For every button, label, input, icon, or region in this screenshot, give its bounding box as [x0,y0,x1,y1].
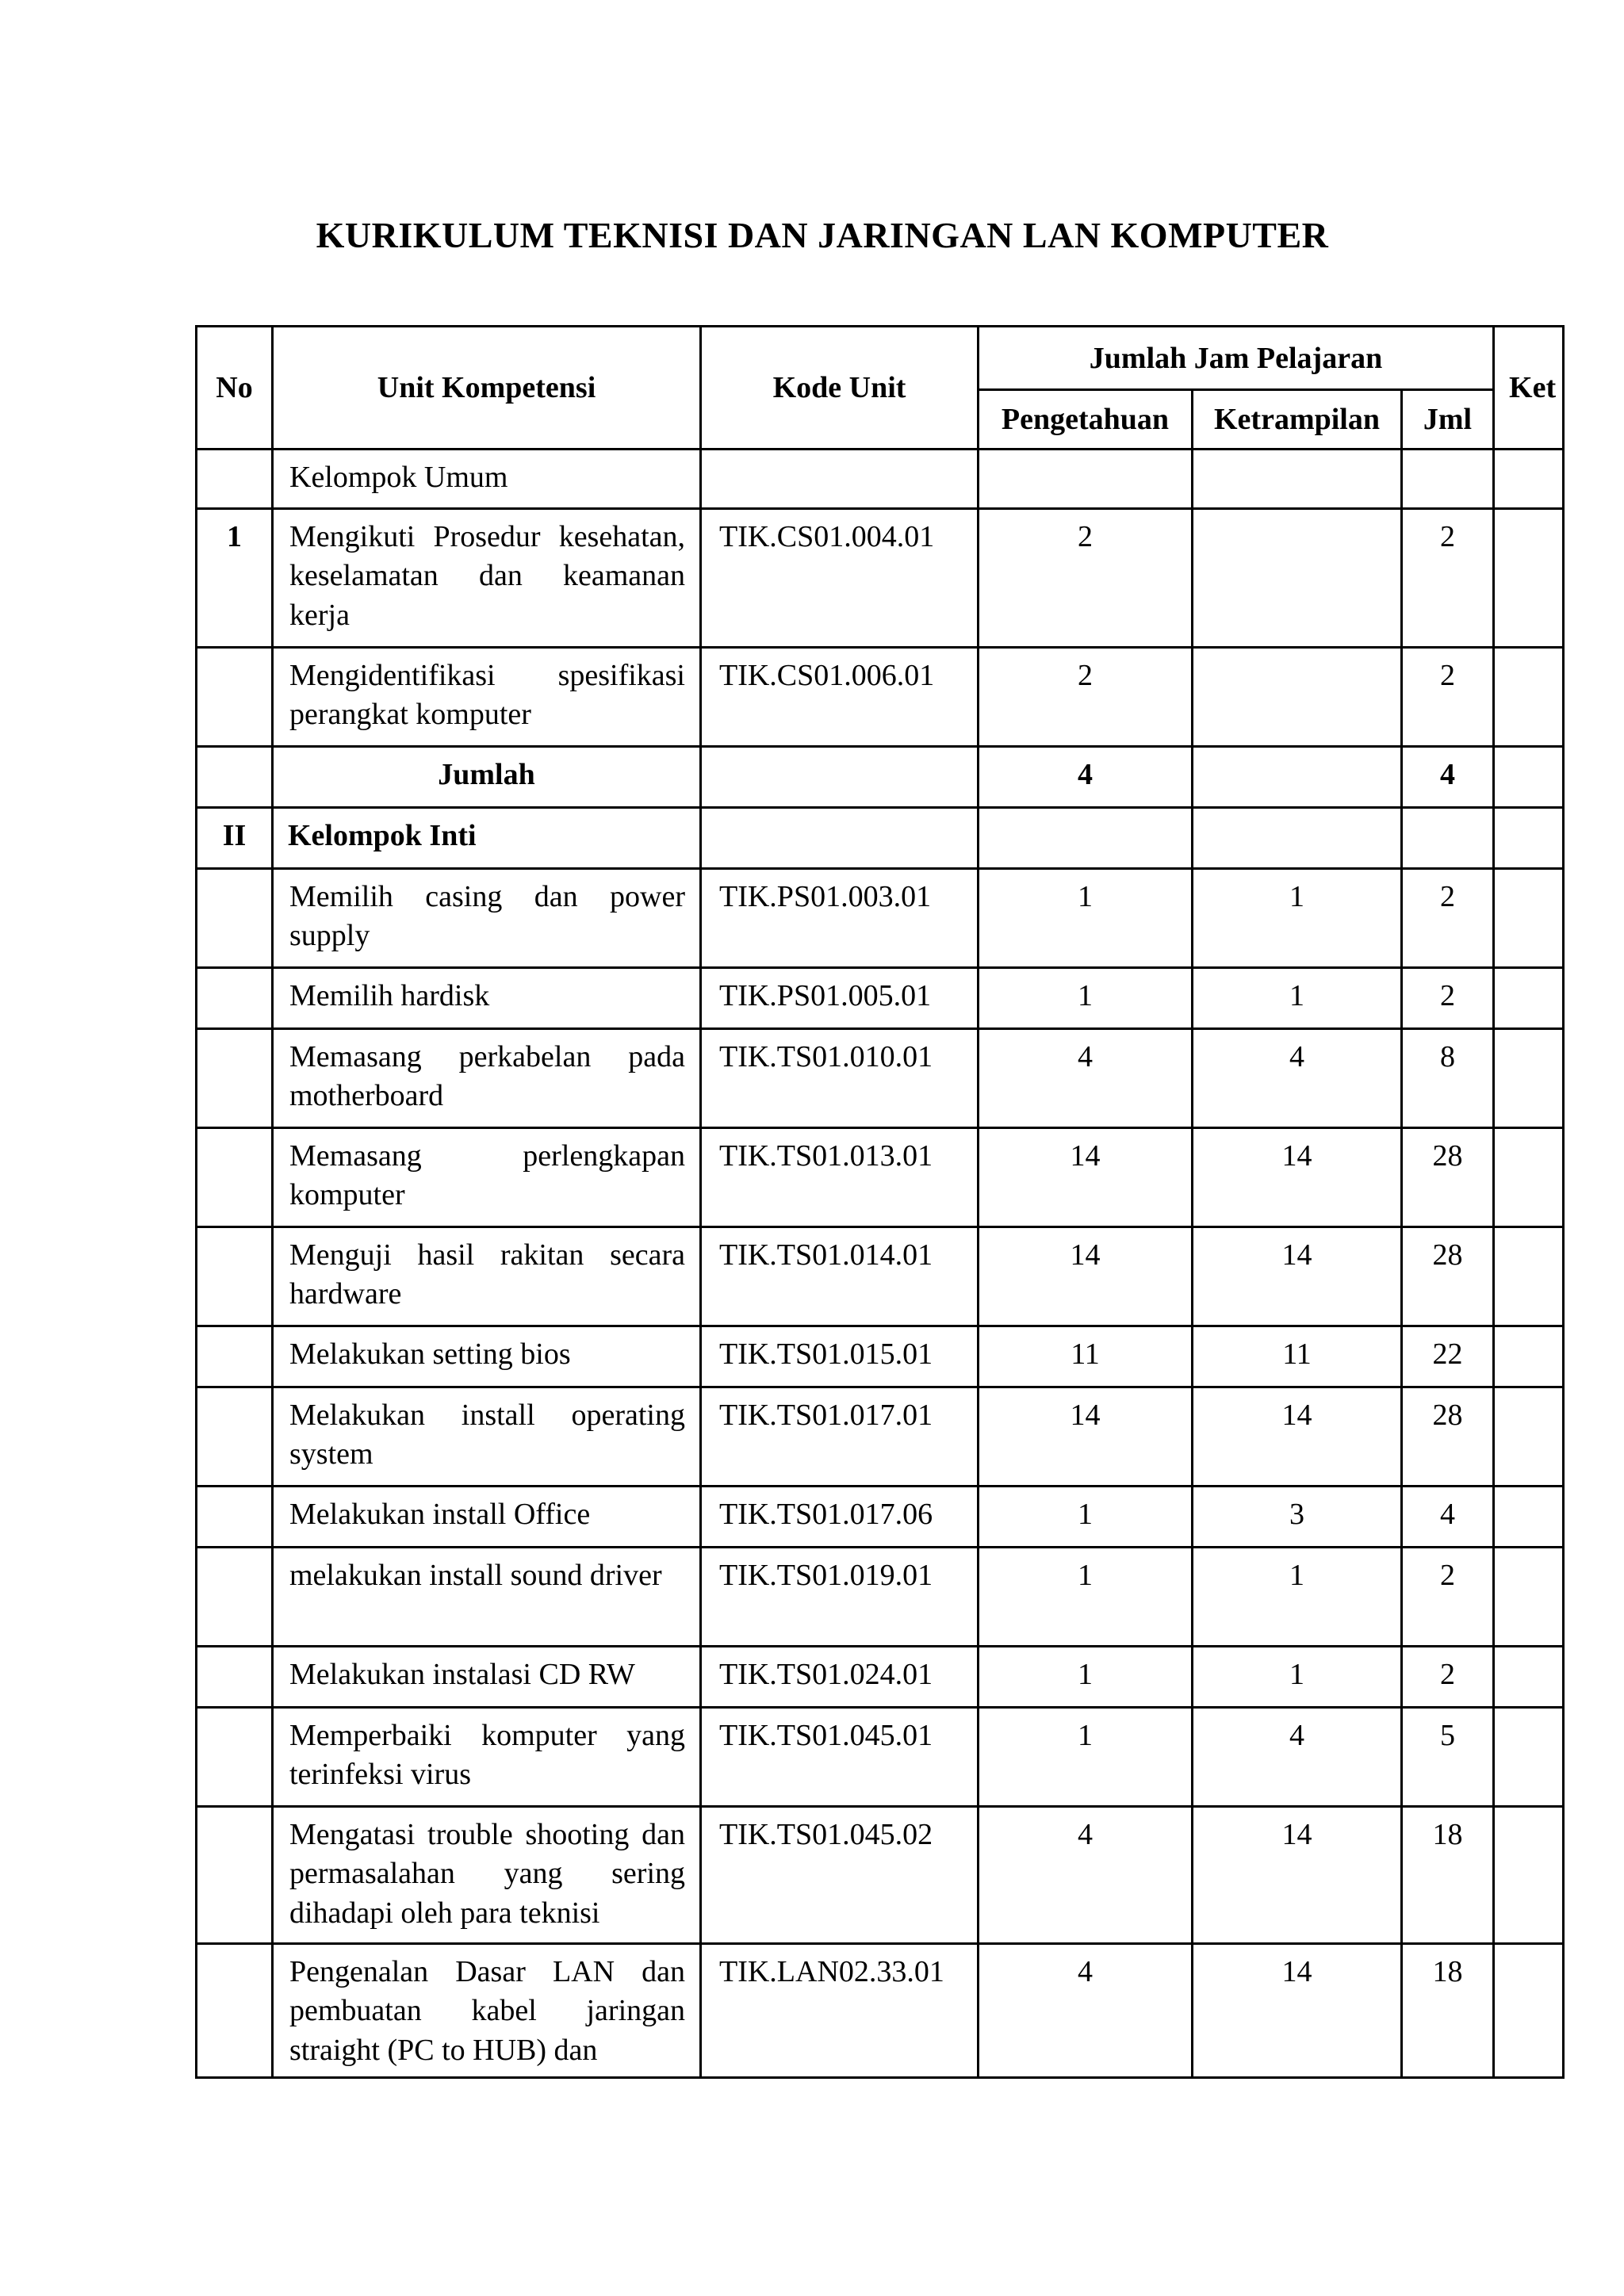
cell-pengetahuan [979,450,1193,509]
cell-no [197,968,273,1029]
cell-pengetahuan: 1 [979,968,1193,1029]
cell-pengetahuan: 1 [979,1647,1193,1708]
cell-no [197,747,273,808]
cell-unit: Mengatasi trouble shooting dan permasalahan yang sering dihadapi oleh para teknisi [273,1807,701,1944]
cell-ketrampilan: 4 [1193,1708,1402,1807]
cell-pengetahuan: 4 [979,1029,1193,1128]
cell-no [197,1487,273,1548]
cell-jml [1402,808,1494,869]
cell-jml: 2 [1402,968,1494,1029]
cell-jml: 2 [1402,1647,1494,1708]
page-title: KURIKULUM TEKNISI DAN JARINGAN LAN KOMPUTER [316,215,1329,255]
cell-jml: 28 [1402,1128,1494,1227]
cell-kode: TIK.TS01.015.01 [701,1326,979,1387]
cell-ketrampilan: 3 [1193,1487,1402,1548]
cell-no [197,1647,273,1708]
cell-ket [1494,1548,1564,1647]
cell-no [197,1548,273,1647]
cell-ketrampilan [1193,808,1402,869]
header-no: No [197,327,273,450]
cell-ketrampilan [1193,450,1402,509]
cell-pengetahuan: 14 [979,1128,1193,1227]
cell-kode: TIK.PS01.005.01 [701,968,979,1029]
cell-unit: Memilih hardisk [273,968,701,1029]
cell-ket [1494,968,1564,1029]
cell-no [197,1387,273,1487]
cell-ketrampilan: 1 [1193,869,1402,968]
table-row [197,1708,1564,1807]
cell-kode: TIK.TS01.010.01 [701,1029,979,1128]
cell-no: II [197,808,273,869]
cell-kode [701,808,979,869]
cell-ketrampilan: 14 [1193,1387,1402,1487]
cell-kode: TIK.CS01.006.01 [701,648,979,747]
cell-kode: TIK.TS01.017.01 [701,1387,979,1487]
header-ket: Ket [1494,327,1564,450]
group-row [197,808,1564,869]
cell-no [197,1227,273,1326]
cell-pengetahuan: 14 [979,1227,1193,1326]
cell-ketrampilan: 1 [1193,1548,1402,1647]
cell-ket [1494,648,1564,747]
cell-ketrampilan: 1 [1193,1647,1402,1708]
cell-ket [1494,1807,1564,1944]
total-jml: 4 [1402,747,1494,808]
cell-kode [701,450,979,509]
cell-no [197,869,273,968]
cell-jml: 2 [1402,869,1494,968]
cell-jml: 28 [1402,1227,1494,1326]
cell-ket [1494,1487,1564,1548]
cell-jml: 2 [1402,509,1494,648]
cell-unit: Menguji hasil rakitan secara hardware [273,1227,701,1326]
cell-jml [1402,450,1494,509]
cell-ketrampilan: 14 [1193,1807,1402,1944]
cell-unit: Memperbaiki komputer yang terinfeksi virus [273,1708,701,1807]
cell-pengetahuan: 1 [979,1548,1193,1647]
cell-pengetahuan: 2 [979,648,1193,747]
table-row [197,509,1564,648]
cell-ket [1494,1227,1564,1326]
cell-no [197,450,273,509]
group-label: Kelompok Inti [273,808,701,869]
header-jml: Jml [1402,390,1494,450]
header-row-1 [197,327,1564,390]
table-row [197,1807,1564,1944]
cell-unit: Memasang perkabelan pada motherboard [273,1029,701,1128]
cell-jml: 2 [1402,648,1494,747]
cell-unit: Melakukan setting bios [273,1326,701,1387]
table-row [197,450,1564,509]
cell-jml: 5 [1402,1708,1494,1807]
cell-ketrampilan [1193,509,1402,648]
header-kode-unit: Kode Unit [701,327,979,450]
cell-ket [1494,1708,1564,1807]
cell-pengetahuan: 14 [979,1387,1193,1487]
header-jumlah-jam: Jumlah Jam Pelajaran [979,327,1494,390]
header-ketrampilan: Ketrampilan [1193,390,1402,450]
cell-ket [1494,1647,1564,1708]
total-row [197,747,1564,808]
cell-no [197,1029,273,1128]
table-row [197,1487,1564,1548]
table-row [197,1944,1564,2078]
cell-pengetahuan: 11 [979,1326,1193,1387]
cell-ket [1494,1128,1564,1227]
cell-ket [1494,808,1564,869]
cell-jml: 4 [1402,1487,1494,1548]
cell-ketrampilan [1193,648,1402,747]
cell-ket [1494,450,1564,509]
cell-ket [1494,1944,1564,2078]
table-row [197,1647,1564,1708]
header-unit-kompetensi: Unit Kompetensi [273,327,701,450]
cell-jml: 2 [1402,1548,1494,1647]
table-row [197,648,1564,747]
cell-unit: Pengenalan Dasar LAN dan pembuatan kabel jaringan straight (PC to HUB) dan [273,1944,701,2078]
cell-ketrampilan: 11 [1193,1326,1402,1387]
header-pengetahuan: Pengetahuan [979,390,1193,450]
cell-unit: Melakukan install Office [273,1487,701,1548]
cell-kode: TIK.TS01.017.06 [701,1487,979,1548]
table-row [197,1128,1564,1227]
cell-pengetahuan: 1 [979,1708,1193,1807]
cell-pengetahuan: 4 [979,1944,1193,2078]
cell-jml: 18 [1402,1944,1494,2078]
total-label: Jumlah [273,747,701,808]
cell-unit: Melakukan instalasi CD RW [273,1647,701,1708]
cell-kode: TIK.LAN02.33.01 [701,1944,979,2078]
cell-no [197,1807,273,1944]
cell-unit: Melakukan install operating system [273,1387,701,1487]
cell-unit: Memasang perlengkapan komputer [273,1128,701,1227]
cell-no [197,1326,273,1387]
cell-jml: 22 [1402,1326,1494,1387]
cell-kode: TIK.PS01.003.01 [701,869,979,968]
cell-ketrampilan: 14 [1193,1944,1402,2078]
table-row [197,1548,1564,1647]
cell-ket [1494,747,1564,808]
cell-pengetahuan: 2 [979,509,1193,648]
cell-no [197,1944,273,2078]
cell-kode: TIK.TS01.045.01 [701,1708,979,1807]
cell-ketrampilan: 4 [1193,1029,1402,1128]
cell-ket [1494,509,1564,648]
table-row [197,1326,1564,1387]
cell-unit: melakukan install sound driver [273,1548,701,1647]
cell-ket [1494,869,1564,968]
cell-ket [1494,1326,1564,1387]
cell-no [197,1128,273,1227]
cell-kode: TIK.TS01.014.01 [701,1227,979,1326]
cell-kode: TIK.TS01.013.01 [701,1128,979,1227]
cell-kode: TIK.CS01.004.01 [701,509,979,648]
total-pengetahuan: 4 [979,747,1193,808]
table-row [197,1029,1564,1128]
cell-kode: TIK.TS01.024.01 [701,1647,979,1708]
cell-jml: 28 [1402,1387,1494,1487]
cell-ketrampilan: 14 [1193,1227,1402,1326]
table-row [197,968,1564,1029]
cell-ketrampilan: 1 [1193,968,1402,1029]
cell-kode: TIK.TS01.019.01 [701,1548,979,1647]
cell-ket [1494,1387,1564,1487]
cell-jml: 8 [1402,1029,1494,1128]
cell-kode [701,747,979,808]
cell-pengetahuan [979,808,1193,869]
cell-no [197,1708,273,1807]
cell-ket [1494,1029,1564,1128]
cell-unit: Memilih casing dan power supply [273,869,701,968]
cell-kode: TIK.TS01.045.02 [701,1807,979,1944]
cell-jml: 18 [1402,1807,1494,1944]
cell-no [197,648,273,747]
cell-ketrampilan: 14 [1193,1128,1402,1227]
cell-pengetahuan: 4 [979,1807,1193,1944]
cell-unit: Mengikuti Prosedur kesehatan, keselamatan dan keamanan kerja [273,509,701,648]
cell-pengetahuan: 1 [979,1487,1193,1548]
cell-unit: Mengidentifikasi spesifikasi perangkat komputer [273,648,701,747]
table-row [197,1387,1564,1487]
table-row [197,869,1564,968]
total-ketrampilan [1193,747,1402,808]
table-row [197,1227,1564,1326]
curriculum-table [195,325,1565,2079]
cell-no: 1 [197,509,273,648]
cell-unit: Kelompok Umum [273,450,701,509]
cell-pengetahuan: 1 [979,869,1193,968]
